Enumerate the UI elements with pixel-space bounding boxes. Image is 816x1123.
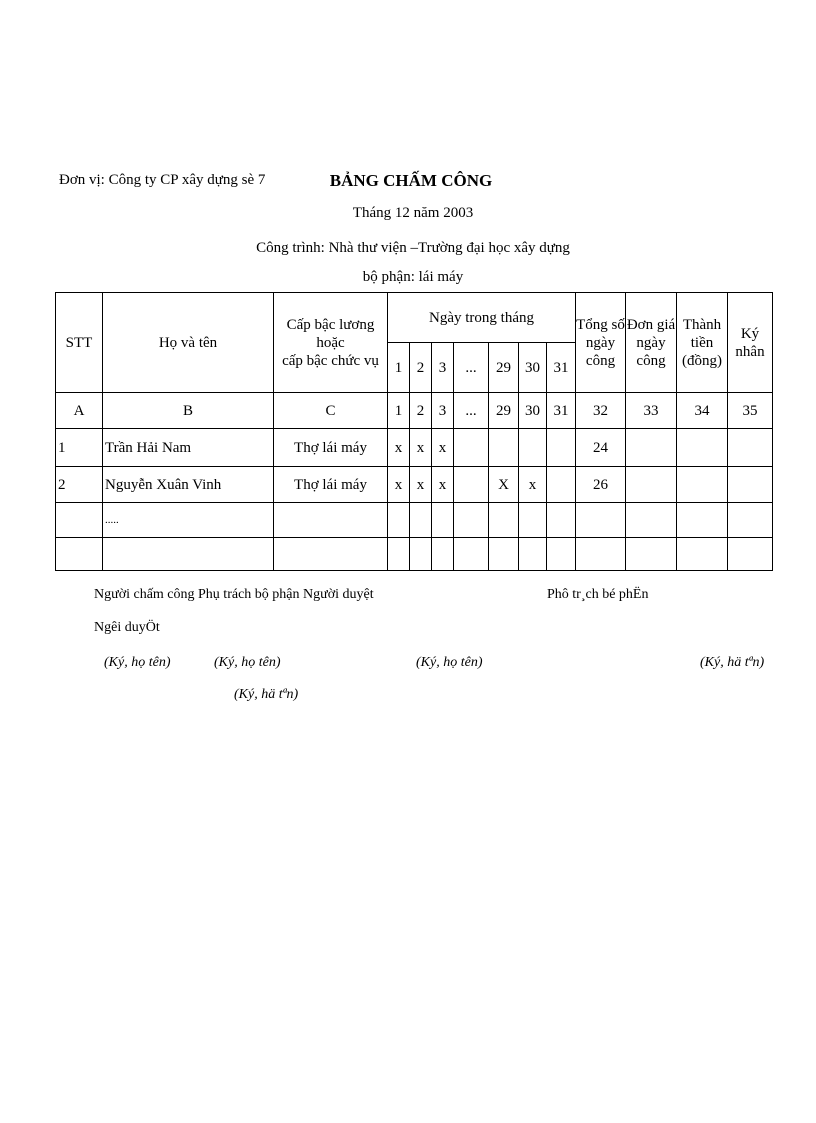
row-rate: [626, 467, 677, 503]
row-day-3: x: [432, 429, 454, 467]
row-cell: [274, 538, 388, 571]
header-stt: STT: [56, 293, 103, 393]
row-cell: [56, 538, 103, 571]
header-amount-line3: (đồng): [682, 352, 722, 369]
row-cell: [103, 538, 274, 571]
row-day-31: [547, 467, 576, 503]
code-2: 2: [410, 393, 432, 429]
row-day-dots: [454, 467, 489, 503]
timesheet-table: [55, 292, 773, 571]
header-rate: [626, 293, 677, 393]
row-day-31: [547, 429, 576, 467]
signature-hint-1: (Ký, họ tên): [104, 655, 171, 670]
row-cell: [626, 503, 677, 538]
code-30: 30: [519, 393, 547, 429]
row-cell: [410, 503, 432, 538]
day-header-31: 31: [547, 343, 576, 393]
header-total: [576, 293, 626, 393]
code-33: 33: [626, 393, 677, 429]
header-total-line1: Tổng số: [576, 316, 625, 333]
day-header-29: 29: [489, 343, 519, 393]
header-rate-line2: ngày: [636, 334, 666, 351]
day-header-30: 30: [519, 343, 547, 393]
table-row: [56, 538, 773, 571]
row-cell: [388, 538, 410, 571]
row-rate: [626, 429, 677, 467]
header-sign-line2: nhân: [735, 343, 765, 360]
code-b: B: [103, 393, 274, 429]
signers-line: Người chấm công Phụ trách bộ phận Người duyệt: [94, 587, 374, 602]
row-day-1: x: [388, 467, 410, 503]
row-total: 24: [576, 429, 626, 467]
row-cell: [547, 538, 576, 571]
row-amount: [677, 467, 728, 503]
header-total-line2: ngày: [585, 334, 616, 351]
row-total: 26: [576, 467, 626, 503]
day-header-dots: ...: [454, 343, 489, 393]
row-sign: [728, 429, 773, 467]
code-1: 1: [388, 393, 410, 429]
table-row: [56, 503, 773, 538]
document-title: BẢNG CHẤM CÔNG: [329, 171, 493, 190]
row-cell: [728, 503, 773, 538]
row-stt: 2: [56, 467, 103, 503]
department-line: bộ phận: lái máy: [362, 269, 464, 285]
day-header-2: 2: [410, 343, 432, 393]
header-name: Họ và tên: [103, 293, 274, 393]
code-29: 29: [489, 393, 519, 429]
table-row: [56, 429, 773, 467]
row-day-1: x: [388, 429, 410, 467]
code-a: A: [56, 393, 103, 429]
row-cell: [274, 503, 388, 538]
row-day-29: [489, 429, 519, 467]
row-rank: Thợ lái máy: [274, 429, 388, 467]
row-cell: [432, 503, 454, 538]
row-rank: Thợ lái máy: [274, 467, 388, 503]
row-day-2: x: [410, 467, 432, 503]
header-rank-line1: Cấp bậc lương hoặc: [286, 316, 375, 351]
row-cell: [576, 503, 626, 538]
code-c: C: [274, 393, 388, 429]
day-header-3: 3: [432, 343, 454, 393]
signature-hint-4: (Ký, hä tªn): [700, 655, 765, 670]
signature-hint-3: (Ký, họ tên): [416, 655, 483, 670]
code-31: 31: [547, 393, 576, 429]
row-name: Nguyễn Xuân Vinh: [103, 467, 274, 503]
row-day-dots: [454, 429, 489, 467]
row-name-placeholder: .....: [103, 503, 274, 538]
header-rank-line2: cấp bậc chức vụ: [282, 352, 379, 369]
code-34: 34: [677, 393, 728, 429]
header-sign-line1: Ký: [740, 325, 760, 342]
unit-label: Đơn vị: Công ty CP xây dựng sè 7: [59, 172, 266, 188]
header-sign: [728, 293, 773, 393]
row-cell: [432, 538, 454, 571]
row-cell: [489, 538, 519, 571]
row-day-29: X: [489, 467, 519, 503]
header-rank: [274, 293, 388, 393]
row-cell: [454, 503, 489, 538]
table-row: [56, 467, 773, 503]
signature-hint-5: (Ký, hä tªn): [234, 687, 299, 702]
code-32: 32: [576, 393, 626, 429]
row-cell: [728, 538, 773, 571]
header-amount-line2: tiền: [690, 334, 714, 351]
row-cell: [454, 538, 489, 571]
project-line: Công trình: Nhà thư viện –Trường đại học xây dựng: [256, 240, 570, 256]
row-cell: [388, 503, 410, 538]
header-amount: [677, 293, 728, 393]
row-day-30: x: [519, 467, 547, 503]
row-cell: [547, 503, 576, 538]
row-cell: [626, 538, 677, 571]
code-35: 35: [728, 393, 773, 429]
month-line: Tháng 12 năm 2003: [352, 205, 474, 221]
code-3: 3: [432, 393, 454, 429]
row-name: Trần Hải Nam: [103, 429, 274, 467]
code-dots: ...: [454, 393, 489, 429]
header-total-line3: công: [585, 352, 616, 369]
dept-head-label: Phô tr¸ch bé phËn: [547, 587, 649, 602]
row-cell: [519, 503, 547, 538]
header-rate-line3: công: [636, 352, 666, 369]
approver-label: Ngêi duyÖt: [94, 620, 160, 635]
row-amount: [677, 429, 728, 467]
row-cell: [677, 503, 728, 538]
row-cell: [576, 538, 626, 571]
code-row: [56, 393, 773, 429]
row-cell: [489, 503, 519, 538]
day-header-1: 1: [388, 343, 410, 393]
row-day-3: x: [432, 467, 454, 503]
row-day-30: [519, 429, 547, 467]
row-cell: [677, 538, 728, 571]
row-day-2: x: [410, 429, 432, 467]
header-days: Ngày trong tháng: [388, 293, 576, 343]
row-stt: 1: [56, 429, 103, 467]
signature-hint-2: (Ký, họ tên): [214, 655, 281, 670]
header-amount-line1: Thành: [682, 316, 722, 333]
header-rate-line1: Đơn giá: [626, 316, 676, 333]
row-cell: [519, 538, 547, 571]
row-cell: [410, 538, 432, 571]
row-sign: [728, 467, 773, 503]
row-stt: [56, 503, 103, 538]
